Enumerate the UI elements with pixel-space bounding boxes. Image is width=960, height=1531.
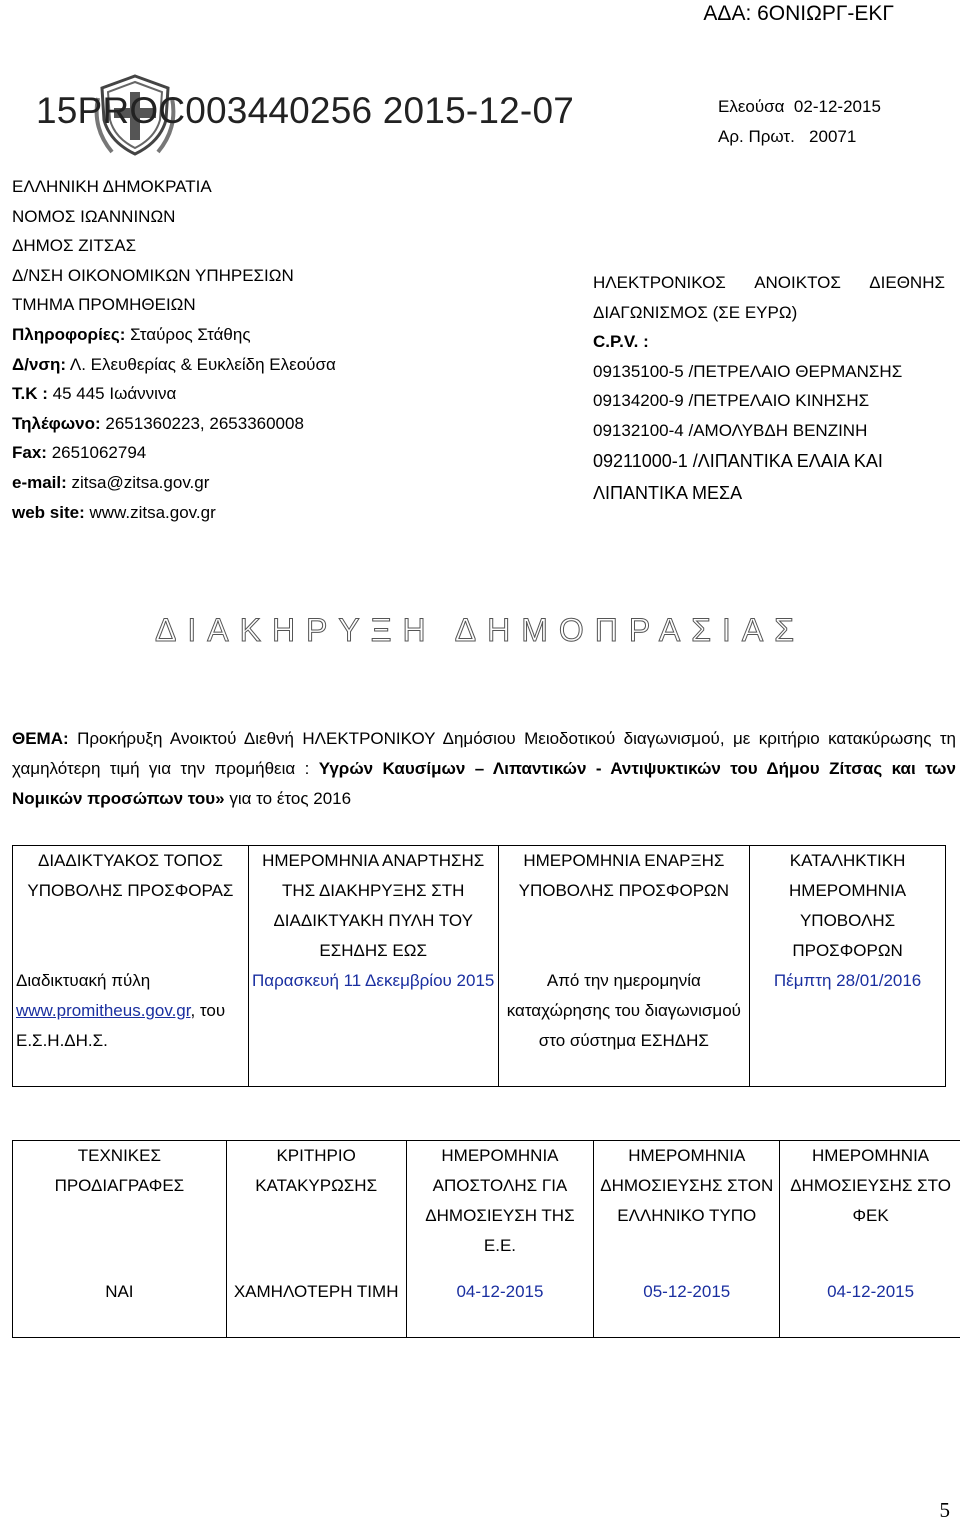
subject-paragraph [12, 724, 956, 814]
table-header: ΗΜΕΡΟΜΗΝΙΑ ΔΗΜΟΣΙΕΥΣΗΣ ΣΤΟΝ ΕΛΛΗΝΙΚΟ ΤΥΠΟ [594, 1141, 780, 1278]
sender-line: ΕΛΛΗΝΙΚΗ ΔΗΜΟΚΡΑΤΙΑ [12, 177, 212, 196]
fax-label: Fax: [12, 443, 47, 463]
ada-code: ΑΔΑ: 6ΟΝΙΩΡΓ-ΕΚΓ [703, 2, 894, 25]
declaration-title [0, 612, 960, 649]
cpv-code: 09132100-4 /ΑΜΟΛΥΒΔΗ ΒΕΝΖΙΝΗ [593, 420, 868, 440]
portal-cell [13, 966, 249, 1087]
address-line [12, 350, 336, 380]
phone-value: 2651360223, 2653360008 [100, 413, 304, 433]
tender-word-international: ΔΙΕΘΝΗΣ [869, 273, 945, 292]
cpv-code: 09135100-5 /ΠΕΤΡΕΛΑΙΟ ΘΕΡΜΑΝΣΗΣ [593, 361, 903, 381]
declaration-title-text: ΔΙΑΚΗΡΥΞΗ ΔΗΜΟΠΡΑΣΙΑΣ [154, 612, 806, 648]
info-value: Σταύρος Στάθης [125, 324, 251, 344]
document-date: Ελεούσα 02-12-2015 [718, 97, 881, 116]
fax-value: 2651062794 [46, 443, 147, 463]
submission-table [12, 845, 946, 1087]
start-date-cell: Από την ημερομηνία καταχώρησης του διαγωνισμού στο σύστημα ΕΣΗΔΗΣ [498, 966, 750, 1087]
publication-table [12, 1140, 960, 1338]
subject-bold: Υγρών Καυσίμων – Λιπαντικών - Αντιψυκτικών του Δήμου Ζίτσας και των Νομικών προσώπων του» [12, 759, 956, 808]
cpv-code: 09134200-9 /ΠΕΤΡΕΛΑΙΟ ΚΙΝΗΣΗΣ [593, 391, 870, 410]
sender-line: ΔΗΜΟΣ ΖΙΤΣΑΣ [12, 236, 137, 256]
cpv-code-large: 09211000-1 /ΛΙΠΑΝΤΙΚΑ ΕΛΑΙΑ ΚΑΙ [593, 451, 883, 471]
phone-line [12, 409, 336, 439]
postcode-line [12, 379, 336, 409]
sender-line: Δ/ΝΣΗ ΟΙΚΟΝΟΜΙΚΩΝ ΥΠΗΡΕΣΙΩΝ [12, 265, 294, 285]
info-line [12, 320, 336, 350]
postcode-value: 45 445 Ιωάννινα [47, 384, 177, 404]
sender-block [12, 172, 336, 527]
protocol-stamp: 15PROC003440256 2015-12-07 [36, 90, 574, 131]
fax-line [12, 438, 336, 468]
eu-date-value: 04-12-2015 [406, 1277, 594, 1338]
portal-suffix: , του Ε.Σ.Η.ΔΗ.Σ. [16, 1001, 226, 1050]
promitheus-link[interactable]: www.promitheus.gov.gr [16, 1001, 191, 1020]
table-header: ΤΕΧΝΙΚΕΣ ΠΡΟΔΙΑΓΡΑΦΕΣ [13, 1141, 227, 1278]
tender-word-electronic: ΗΛΕΚΤΡΟΝΙΚΟΣ [593, 273, 726, 292]
table-header: ΔΙΑΔΙΚΤΥΑΚΟΣ ΤΟΠΟΣ ΥΠΟΒΟΛΗΣ ΠΡΟΣΦΟΡΑΣ [13, 846, 249, 967]
date-block [718, 92, 881, 152]
sender-line: ΝΟΜΟΣ ΙΩΑΝΝΙΝΩΝ [12, 206, 176, 226]
subject-year: για το έτος 2016 [224, 789, 352, 808]
table-header: ΗΜΕΡΟΜΗΝΙΑ ΑΠΟΣΤΟΛΗΣ ΓΙΑ ΔΗΜΟΣΙΕΥΣΗ ΤΗΣ Ε.Ε. [406, 1141, 594, 1278]
email-line [12, 468, 336, 498]
table-header: ΗΜΕΡΟΜΗΝΙΑ ΔΗΜΟΣΙΕΥΣΗΣ ΣΤΟ ΦΕΚ [780, 1141, 960, 1278]
website-line [12, 498, 336, 528]
page-number: 5 [939, 1498, 950, 1522]
cpv-label: C.P.V. : [593, 332, 649, 351]
email-value: zitsa@zitsa.gov.gr [66, 472, 210, 492]
post-date-cell: Παρασκευή 11 Δεκεμβρίου 2015 [248, 966, 498, 1087]
table-header: ΗΜΕΡΟΜΗΝΙΑ ΕΝΑΡΞΗΣ ΥΠΟΒΟΛΗΣ ΠΡΟΣΦΟΡΩΝ [498, 846, 750, 967]
deadline-cell: Πέμπτη 28/01/2016 [750, 966, 946, 1087]
address-value: Λ. Ελευθερίας & Ευκλείδη Ελεούσα [66, 354, 336, 374]
portal-prefix: Διαδικτυακή πύλη [16, 971, 151, 990]
address-label: Δ/νση: [12, 354, 67, 374]
cpv-code-large-cont: ΛΙΠΑΝΤΙΚΑ ΜΕΣΑ [593, 483, 743, 503]
email-label: e-mail: [12, 472, 67, 492]
website-label: web site: [12, 502, 85, 522]
postcode-label: Τ.Κ : [12, 384, 48, 404]
table-header: ΗΜΕΡΟΜΗΝΙΑ ΑΝΑΡΤΗΣΗΣ ΤΗΣ ΔΙΑΚΗΡΥΞΗΣ ΣΤΗ ΔΙΑΔΙΚΤΥΑΚΗ ΠΥΛΗ ΤΟΥ ΕΣΗΔΗΣ ΕΩΣ [248, 846, 498, 967]
info-label: Πληροφορίες: [12, 324, 126, 344]
spec-value: ΝΑΙ [13, 1277, 227, 1338]
fek-date-value: 04-12-2015 [780, 1277, 960, 1338]
subject-label: ΘΕΜΑ: [12, 729, 69, 748]
tender-block [593, 268, 945, 509]
table-header: ΚΑΤΑΛΗΚΤΙΚΗ ΗΜΕΡΟΜΗΝΙΑ ΥΠΟΒΟΛΗΣ ΠΡΟΣΦΟΡΩΝ [750, 846, 946, 967]
subject-text: Προκήρυξη Ανοικτού Διεθνή ΗΛΕΚΤΡΟΝΙΚΟΥ Δημόσιου Μειοδοτικού διαγωνισμού, με κριτήριο κατακύρωσης τη χαμηλότερη τιμή για την προμήθεια : [12, 729, 956, 778]
website-value: www.zitsa.gov.gr [84, 502, 216, 522]
table-header: ΚΡΙΤΗΡΙΟ ΚΑΤΑΚΥΡΩΣΗΣ [226, 1141, 406, 1278]
tender-type-line-2: ΔΙΑΓΩΝΙΣΜΟΣ (ΣΕ ΕΥΡΩ) [593, 302, 798, 322]
criterion-value: ΧΑΜΗΛΟΤΕΡΗ ΤΙΜΗ [226, 1277, 406, 1338]
protocol-number: Αρ. Πρωτ. 20071 [718, 127, 857, 146]
tender-type-line [593, 268, 945, 298]
tender-word-open: ΑΝΟΙΚΤΟΣ [754, 273, 841, 292]
sender-line: ΤΜΗΜΑ ΠΡΟΜΗΘΕΙΩΝ [12, 295, 196, 315]
press-date-value: 05-12-2015 [594, 1277, 780, 1338]
phone-label: Τηλέφωνο: [12, 413, 101, 433]
